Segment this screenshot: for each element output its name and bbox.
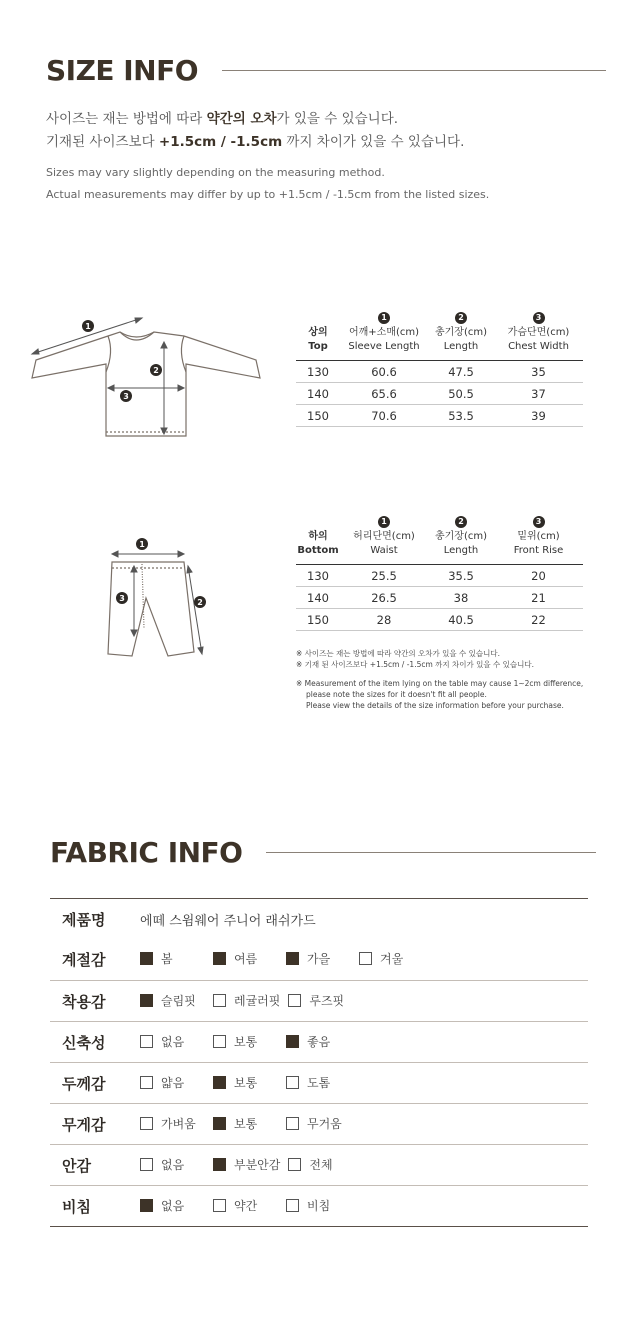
fabric-label: 계절감 <box>50 940 140 981</box>
fabric-row <box>50 1186 588 1227</box>
fabric-option <box>140 992 205 1009</box>
svg-text:1: 1 <box>85 322 91 331</box>
table-row: 130 25.5 35.5 20 <box>296 565 583 587</box>
fabric-option <box>213 992 280 1009</box>
fabric-option <box>140 1156 205 1173</box>
fabric-row <box>50 1063 588 1104</box>
fabric-option-label: 비침 <box>307 1198 331 1213</box>
fabric-option-label: 좋음 <box>307 1034 331 1049</box>
fabric-option-label: 부분안감 <box>234 1157 281 1172</box>
bottom-garment-diagram <box>104 532 216 666</box>
table-row: 130 60.6 47.5 35 <box>296 361 583 383</box>
fabric-option <box>213 1074 278 1091</box>
fabric-option <box>286 1115 351 1132</box>
marker-3: 3 <box>533 516 545 528</box>
checked-checkbox <box>286 952 299 965</box>
svg-text:2: 2 <box>197 598 203 607</box>
marker-1: 1 <box>378 516 390 528</box>
fabric-option <box>140 1115 205 1132</box>
svg-text:2: 2 <box>153 366 159 375</box>
fabric-option <box>140 1033 205 1050</box>
note-en-1: ※ Measurement of the item lying on the table may cause 1~2cm difference, <box>296 679 584 688</box>
unchecked-checkbox <box>286 1117 299 1130</box>
fabric-option-label: 슬림핏 <box>161 993 196 1008</box>
fabric-option <box>286 1197 351 1214</box>
checked-checkbox <box>213 1076 226 1089</box>
table-header-row: 상의 Top 어깨+소매(cm) Sleeve Length 총기장(cm) Length 가슴단면(cm) Chest Width <box>296 326 583 361</box>
fabric-label: 제품명 <box>62 910 106 929</box>
checked-checkbox <box>213 1158 226 1171</box>
size-note-en-2: Actual measurements may differ by up to +1.5cm / -1.5cm from the listed sizes. <box>46 188 490 201</box>
size-note-en-1: Sizes may vary slightly depending on the measuring method. <box>46 166 385 179</box>
fabric-option-label: 약간 <box>234 1198 258 1213</box>
fabric-option <box>140 1074 205 1091</box>
size-note-kr-2: 기재된 사이즈보다 +1.5cm / -1.5cm 까지 차이가 있을 수 있습니다. <box>46 134 465 150</box>
table-row: 150 70.6 53.5 39 <box>296 405 583 427</box>
checked-checkbox <box>213 1117 226 1130</box>
fabric-option <box>213 950 278 967</box>
fabric-option <box>286 950 351 967</box>
fabric-option-label: 봄 <box>161 952 173 967</box>
fabric-label: 안감 <box>50 1145 140 1186</box>
checked-checkbox <box>140 952 153 965</box>
unchecked-checkbox <box>359 952 372 965</box>
unchecked-checkbox <box>140 1117 153 1130</box>
fabric-option <box>140 950 205 967</box>
marker-2: 2 <box>455 516 467 528</box>
unchecked-checkbox <box>213 994 226 1007</box>
size-info-header <box>46 54 606 87</box>
fabric-option <box>359 950 424 967</box>
fabric-label: 무게감 <box>50 1104 140 1145</box>
fabric-option-label: 레귤러핏 <box>234 993 281 1008</box>
fabric-option-label: 전체 <box>309 1157 333 1172</box>
unchecked-checkbox <box>213 1199 226 1212</box>
fabric-info-title: FABRIC INFO <box>50 836 243 869</box>
fabric-row-product <box>50 899 588 940</box>
checked-checkbox <box>213 952 226 965</box>
fabric-row <box>50 1104 588 1145</box>
fabric-option-label: 여름 <box>234 952 258 967</box>
unchecked-checkbox <box>286 1076 299 1089</box>
unchecked-checkbox <box>288 1158 301 1171</box>
fabric-option <box>213 1115 278 1132</box>
fabric-option-label: 보통 <box>234 1116 258 1131</box>
table-row: 140 65.6 50.5 37 <box>296 383 583 405</box>
fabric-option-label: 없음 <box>161 1034 185 1049</box>
table-row: 150 28 40.5 22 <box>296 609 583 631</box>
unchecked-checkbox <box>286 1199 299 1212</box>
unchecked-checkbox <box>140 1035 153 1048</box>
bottom-diagram-markers <box>116 538 206 608</box>
unchecked-checkbox <box>213 1035 226 1048</box>
fabric-label: 신축성 <box>50 1022 140 1063</box>
fabric-row <box>50 940 588 981</box>
fabric-info-table <box>50 898 588 1227</box>
size-info-title: SIZE INFO <box>46 54 199 87</box>
note-kr-1: ※ 사이즈는 재는 방법에 따라 약간의 오차가 있을 수 있습니다. <box>296 649 501 658</box>
checked-checkbox <box>140 1199 153 1212</box>
size-notes <box>296 648 626 711</box>
fabric-option <box>140 1197 205 1214</box>
checked-checkbox <box>286 1035 299 1048</box>
table-row: 140 26.5 38 21 <box>296 587 583 609</box>
fabric-label: 두께감 <box>50 1063 140 1104</box>
marker-1: 1 <box>378 312 390 324</box>
fabric-option <box>288 992 353 1009</box>
fabric-option <box>213 1156 280 1173</box>
fabric-option-label: 도톰 <box>307 1075 331 1090</box>
product-name: 에떼 스윔웨어 주니어 래쉬가드 <box>140 913 316 929</box>
unchecked-checkbox <box>140 1158 153 1171</box>
fabric-option <box>286 1074 351 1091</box>
note-en-2: please note the sizes for it doesn't fit all people. <box>306 690 487 699</box>
fabric-option <box>213 1033 278 1050</box>
top-garment-diagram <box>24 312 270 444</box>
fabric-option-label: 보통 <box>234 1034 258 1049</box>
fabric-label: 비침 <box>62 1197 91 1216</box>
fabric-option-label: 얇음 <box>161 1075 185 1090</box>
fabric-option-label: 겨울 <box>380 952 404 967</box>
note-kr-2: ※ 기재 된 사이즈보다 +1.5cm / -1.5cm 까지 차이가 있을 수 있습니다. <box>296 660 535 669</box>
fabric-option-label: 가을 <box>307 952 331 967</box>
table-header-row: 하의 Bottom 허리단면(cm) Waist 총기장(cm) Length 밑위(cm) Front Rise <box>296 530 583 565</box>
fabric-row <box>50 1145 588 1186</box>
fabric-option <box>286 1033 351 1050</box>
bottom-size-table <box>296 514 583 631</box>
unchecked-checkbox <box>140 1076 153 1089</box>
marker-3: 3 <box>533 312 545 324</box>
fabric-option-label: 루즈핏 <box>309 993 345 1008</box>
size-intro <box>46 108 606 206</box>
fabric-option-label: 가벼움 <box>161 1116 196 1131</box>
fabric-info-rule <box>266 852 596 853</box>
fabric-option-label: 없음 <box>161 1198 185 1213</box>
note-en-3: Please view the details of the size information before your purchase. <box>306 701 564 710</box>
fabric-option-label: 무거움 <box>307 1116 342 1131</box>
fabric-info-header <box>50 836 596 869</box>
checked-checkbox <box>140 994 153 1007</box>
fabric-option <box>213 1197 278 1214</box>
top-size-table <box>296 310 583 427</box>
fabric-label: 착용감 <box>50 981 140 1022</box>
size-info-rule <box>222 70 606 71</box>
svg-text:3: 3 <box>123 392 129 401</box>
unchecked-checkbox <box>288 994 301 1007</box>
fabric-option-label: 보통 <box>234 1075 258 1090</box>
fabric-option <box>288 1156 353 1173</box>
svg-text:1: 1 <box>139 540 145 549</box>
svg-text:3: 3 <box>119 594 125 603</box>
top-diagram-markers <box>82 320 162 402</box>
fabric-row <box>50 1022 588 1063</box>
fabric-row <box>50 981 588 1022</box>
size-note-kr-1: 사이즈는 재는 방법에 따라 약간의 오차가 있을 수 있습니다. <box>46 111 399 127</box>
fabric-option-label: 없음 <box>161 1157 185 1172</box>
marker-2: 2 <box>455 312 467 324</box>
